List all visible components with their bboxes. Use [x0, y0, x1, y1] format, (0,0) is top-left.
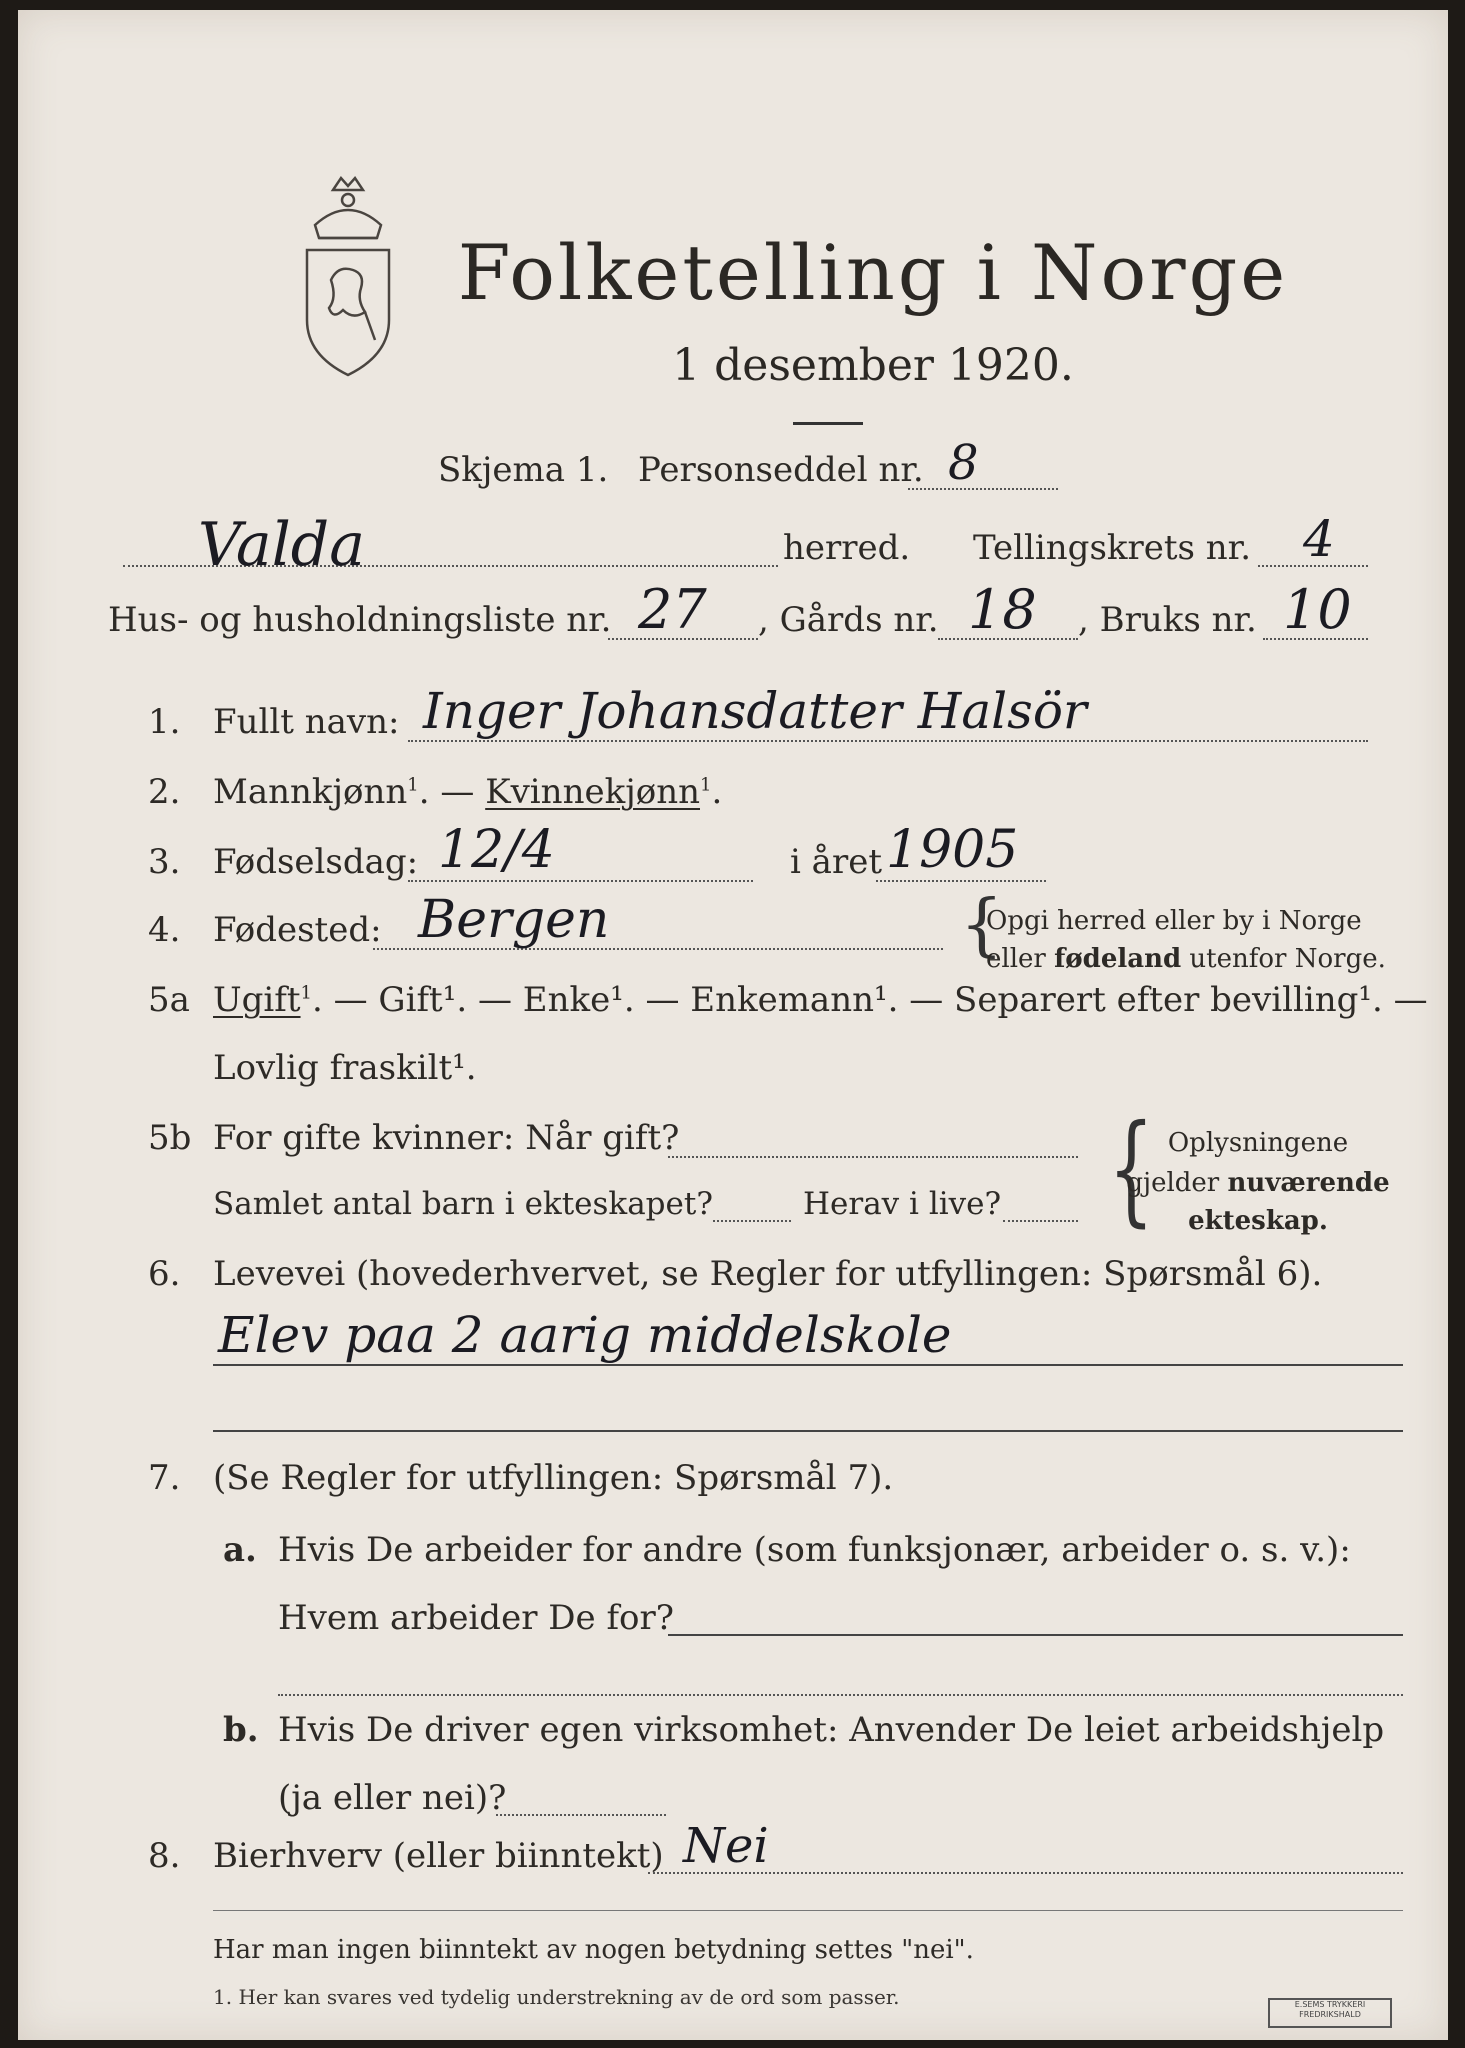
employer-line-1[interactable]: [668, 1634, 1403, 1636]
census-date: 1 desember 1920.: [672, 340, 1074, 391]
q7a-label-2: Hvem arbeider De for?: [278, 1598, 674, 1638]
marriage-note-brace: {: [1108, 1100, 1155, 1239]
birthplace-value[interactable]: Bergen: [418, 890, 610, 950]
q7a-number: a.: [223, 1530, 257, 1570]
personseddel-line: [908, 488, 1058, 490]
married-when-label: For gifte kvinner: Når gift?: [213, 1118, 680, 1158]
q3-label: Fødselsdag:: [213, 842, 419, 882]
printer-stamp-line-2: FREDRIKSHALD: [1299, 2010, 1361, 2019]
q1-number: 1.: [148, 702, 181, 742]
birthplace-note-1: Opgi herred eller by i Norge: [986, 906, 1362, 936]
gards-value[interactable]: 18: [968, 578, 1037, 641]
footnote: 1. Her kan svares ved tydelig understrekning av de ord som passer.: [213, 1985, 900, 2009]
q3-number: 3.: [148, 842, 181, 882]
year-line: [876, 880, 1046, 882]
q7a-label: Hvis De arbeider for andre (som funksjonær, arbeider o. s. v.):: [278, 1530, 1351, 1570]
q5a-other-options: . — Gift¹. — Enke¹. — Enkemann¹. — Separert efter bevilling¹. —: [312, 980, 1428, 1020]
q5a-line2: Lovlig fraskilt¹.: [213, 1048, 477, 1088]
personseddel-label: Personseddel nr.: [638, 450, 924, 490]
hired-help-line[interactable]: [496, 1814, 666, 1816]
schema-label: Skjema 1.: [438, 450, 609, 490]
birthplace-note-brace: {: [960, 886, 1004, 965]
q8-label: Bierhverv (eller biinntekt): [213, 1836, 664, 1876]
option-female[interactable]: Kvinnekjønn: [485, 772, 700, 812]
q7b-number: b.: [223, 1710, 259, 1750]
printer-stamp-line-1: E.SEMS TRYKKERI: [1294, 2000, 1366, 2009]
children-alive-label: Herav i live?: [803, 1186, 1002, 1222]
gards-label: , Gårds nr.: [758, 600, 939, 640]
birthday-value[interactable]: 12/4: [438, 820, 555, 880]
children-total-label: Samlet antal barn i ekteskapet?: [213, 1186, 713, 1222]
q1-label: Fullt navn:: [213, 702, 400, 742]
q6-label: Levevei (hovederhvervet, se Regler for utfyllingen: Spørsmål 6).: [213, 1254, 1323, 1294]
marriage-note-2: [1118, 1168, 1398, 1198]
birthplace-note-2-post: utenfor Norge.: [1181, 944, 1386, 974]
herred-label: herred.: [783, 528, 911, 568]
q5a-ugift-footnote: 1: [300, 982, 312, 1004]
bruks-label: , Bruks nr.: [1078, 600, 1257, 640]
q7b-label-2: (ja eller nei)?: [278, 1778, 507, 1818]
marriage-note-3: ekteskap.: [1188, 1206, 1328, 1236]
q2-end: .: [711, 772, 723, 812]
q7-label: (Se Regler for utfyllingen: Spørsmål 7).: [213, 1458, 894, 1498]
tellingskrets-value[interactable]: 4: [1303, 510, 1335, 568]
option-ugift[interactable]: Ugift: [213, 980, 301, 1020]
footer-note: Har man ingen biinntekt av nogen betydning settes "nei".: [213, 1935, 974, 1965]
husliste-value[interactable]: 27: [638, 578, 707, 641]
q5a-options: [213, 980, 1428, 1020]
birthplace-note-2-bold: fødeland: [1054, 944, 1182, 974]
q2-number: 2.: [148, 772, 181, 812]
q2-female-footnote: 1: [700, 774, 712, 796]
q4-number: 4.: [148, 910, 181, 950]
census-form: [18, 10, 1448, 2040]
marriage-note-2-pre: gjelder: [1126, 1168, 1228, 1198]
coat-of-arms-icon: [293, 170, 403, 380]
q2-separator: . —: [418, 772, 486, 812]
q6-number: 6.: [148, 1254, 181, 1294]
side-income-value[interactable]: Nei: [683, 1818, 769, 1874]
occupation-line-1: [213, 1364, 1403, 1366]
birthplace-note-2: [986, 944, 1386, 974]
q5b-number: 5b: [148, 1118, 192, 1158]
q2-options: [213, 772, 722, 812]
birthplace-note-2-pre: eller: [986, 944, 1055, 974]
printer-stamp: [1268, 1998, 1392, 2028]
marriage-note-1: Oplysningene: [1167, 1128, 1349, 1158]
occupation-line-2: [213, 1430, 1403, 1432]
q2-male-footnote: 1: [407, 774, 419, 796]
q7-number: 7.: [148, 1458, 181, 1498]
divider: [793, 422, 863, 425]
employer-line-2[interactable]: [278, 1694, 1403, 1696]
q8-number: 8.: [148, 1836, 181, 1876]
option-male[interactable]: Mannkjønn: [213, 772, 408, 812]
birth-year-value[interactable]: 1905: [886, 820, 1019, 880]
q5a-number: 5a: [148, 980, 190, 1020]
bruks-value[interactable]: 10: [1283, 578, 1352, 641]
year-label: i året: [790, 842, 882, 882]
married-when-line: [668, 1156, 1078, 1158]
personseddel-value[interactable]: 8: [948, 435, 979, 491]
q4-label: Fødested:: [213, 910, 382, 950]
husliste-label: Hus- og husholdningsliste nr.: [108, 600, 612, 640]
form-title: Folketelling i Norge: [457, 228, 1289, 317]
q7b-label: Hvis De driver egen virksomhet: Anvender De leiet arbeidshjelp: [278, 1710, 1385, 1750]
full-name-value[interactable]: Inger Johansdatter Halsör: [423, 682, 1087, 740]
marriage-note-2-bold: nuværende: [1227, 1168, 1390, 1198]
children-alive-line: [1003, 1220, 1078, 1222]
footer-divider: [213, 1910, 1403, 1911]
q1-line: [408, 740, 1368, 742]
tellingskrets-label: Tellingskrets nr.: [973, 528, 1252, 568]
children-total-line: [713, 1220, 791, 1222]
occupation-value[interactable]: Elev paa 2 aarig middelskole: [218, 1306, 952, 1364]
birthday-line: [408, 880, 753, 882]
herred-value[interactable]: Valda: [198, 510, 365, 580]
